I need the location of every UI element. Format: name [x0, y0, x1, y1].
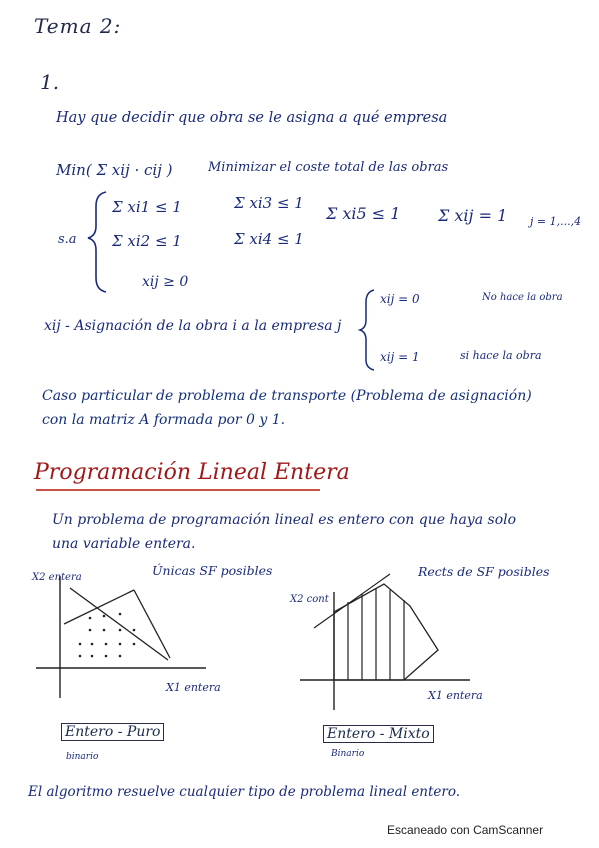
mixed-integer-box: Entero - Mixto	[323, 725, 434, 743]
constraint-1: Σ xi1 ≤ 1	[112, 198, 182, 216]
section-heading: Programación Lineal Entera	[34, 460, 350, 485]
left-figure-label: Únicas SF posibles	[152, 563, 273, 578]
scanner-watermark: Escaneado con CamScanner	[387, 823, 544, 837]
constraint-4: Σ xi4 ≤ 1	[234, 230, 304, 248]
constraint-6: Σ xij = 1	[438, 206, 508, 225]
constraint-nonneg: xij ≥ 0	[142, 274, 189, 290]
objective-note: Minimizar el coste total de las obras	[208, 160, 449, 175]
subject-to-label: s.a	[58, 232, 77, 247]
transport-note-line2: con la matriz A formada por 0 y 1.	[42, 412, 286, 428]
left-binary-note: binario	[66, 752, 99, 762]
variable-definition: xij - Asignación de la obra i a la empresa j	[44, 318, 342, 334]
constraint-2: Σ xi2 ≤ 1	[112, 232, 182, 250]
conclusion-line: El algoritmo resuelve cualquier tipo de problema lineal entero.	[28, 784, 461, 800]
case-one-condition: xij = 1	[380, 350, 420, 364]
right-figure-label: Rects de SF posibles	[418, 564, 550, 579]
left-y-axis-label: X2 entera	[32, 572, 82, 583]
constraints-brace	[88, 192, 106, 292]
left-x-axis-label: X1 entera	[166, 681, 221, 694]
pure-integer-box: Entero - Puro	[61, 723, 164, 741]
constraint-5: Σ xi5 ≤ 1	[326, 204, 401, 223]
constraint-3: Σ xi3 ≤ 1	[234, 194, 304, 212]
page-title: Tema 2:	[34, 14, 122, 38]
constraint-index-range: j = 1,...,4	[530, 215, 582, 228]
case-zero-meaning: No hace la obra	[482, 292, 563, 303]
case-one-meaning: si hace la obra	[460, 349, 542, 362]
objective-function: Min( Σ xij · cij )	[56, 161, 173, 179]
right-x-axis-label: X1 entera	[428, 689, 483, 702]
section-intro-line2: una variable entera.	[52, 536, 196, 552]
problem-statement: Hay que decidir que obra se le asigna a qué empresa	[56, 110, 448, 126]
right-y-axis-label: X2 cont	[290, 594, 329, 605]
transport-note-line1: Caso particular de problema de transporte (Problema de asignación)	[42, 388, 532, 404]
section-intro-line1: Un problema de programación lineal es entero con que haya solo	[52, 512, 517, 528]
integer-points	[79, 613, 136, 658]
right-figure	[300, 574, 470, 710]
right-binary-note: Binario	[331, 749, 365, 759]
item-number: 1.	[40, 70, 60, 94]
case-zero-condition: xij = 0	[380, 292, 420, 306]
left-figure	[36, 576, 206, 698]
cases-brace	[360, 290, 374, 370]
